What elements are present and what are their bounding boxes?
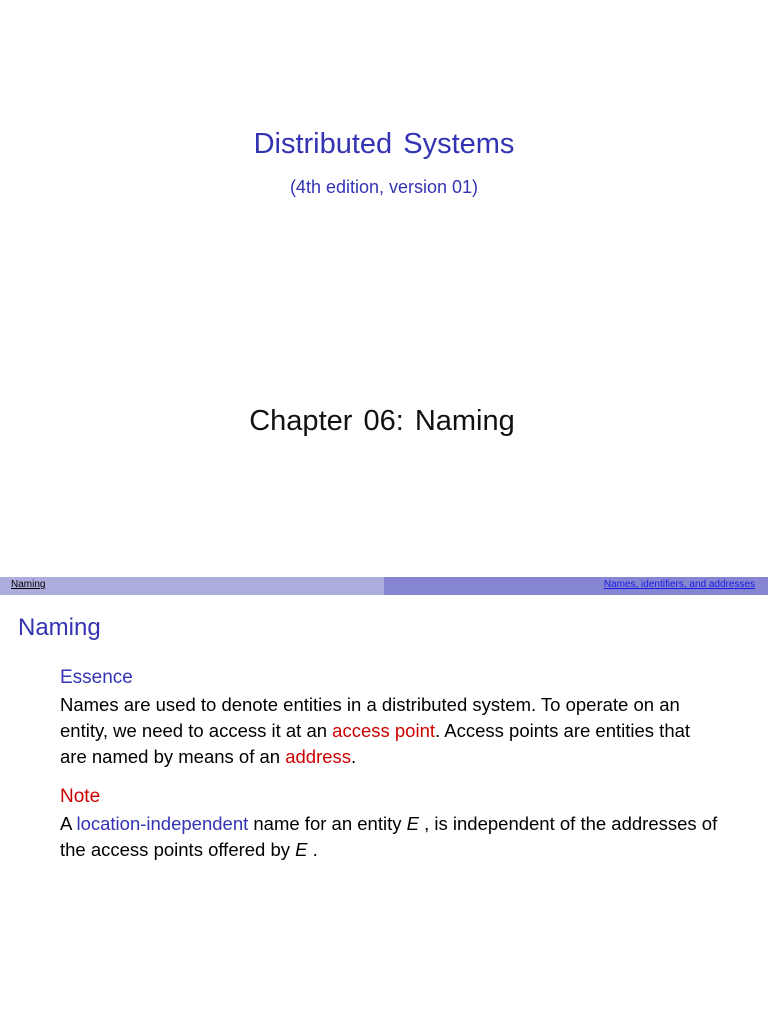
- access-point-term: access point: [332, 720, 436, 741]
- note-text-1: A: [60, 813, 77, 834]
- presentation-title: Distributed Systems: [253, 128, 515, 160]
- essence-text-3: .: [351, 746, 357, 767]
- location-independent-term: location-independent: [76, 813, 249, 834]
- address-term: address: [285, 746, 352, 767]
- header-subsection-panel: [384, 577, 768, 595]
- essence-block-body: [60, 692, 720, 770]
- note-block-title: Note: [60, 786, 101, 807]
- chapter-title: Chapter 06: Naming: [249, 405, 515, 437]
- header-section-panel: [0, 577, 384, 595]
- frame-title: Naming: [18, 614, 101, 641]
- entity-variable-e: E: [406, 813, 419, 834]
- section-link[interactable]: Naming: [11, 579, 46, 590]
- subsection-link[interactable]: Names, identifiers, and addresses: [603, 579, 755, 590]
- note-text-2: name for an entity: [248, 813, 407, 834]
- presentation-subtitle: (4th edition, version 01): [289, 177, 479, 197]
- note-text-4: .: [307, 839, 318, 860]
- essence-block: [60, 666, 720, 770]
- entity-variable-e-2: E: [295, 839, 308, 860]
- essence-block-title: Essence: [60, 667, 133, 688]
- navigation-header-bar: [0, 577, 768, 595]
- note-text-3: , is independent of the addresses of the access points offered by: [60, 813, 718, 860]
- note-block: [60, 785, 720, 863]
- essence-text-1: Names are used to denote entities in a distributed system. To operate on an entity, we need to access it at an: [60, 694, 680, 741]
- essence-text-2: . Access points are entities that are named by means of an: [60, 720, 691, 767]
- note-block-body: [60, 811, 720, 863]
